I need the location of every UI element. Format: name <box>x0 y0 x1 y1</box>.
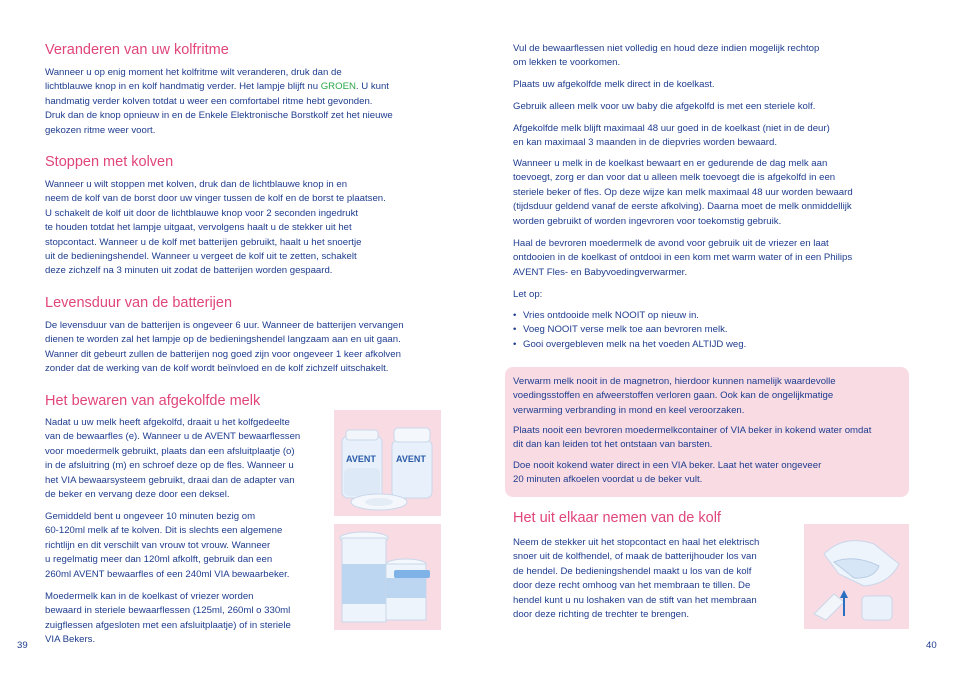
heading-bewaren: Het bewaren van afgekolfde melk <box>45 393 261 409</box>
text-line: Wanneer u melk in de koelkast bewaart en er gedurende de dag melk aan <box>513 158 828 169</box>
text-uit-elkaar <box>513 536 798 622</box>
bottle-brand-label: AVENT <box>396 454 426 464</box>
text-line: Druk dan de knop opnieuw in en de Enkele Elektronische Borstkolf zet het nieuwe <box>45 110 393 122</box>
text-line: gekozen ritme weer voort. <box>45 124 156 136</box>
text-line: VIA Bekers. <box>45 634 96 646</box>
bottles-illustration <box>334 410 441 516</box>
text-line: voedingsstoffen en afweerstoffen verloren gaan. Ook kan de ongelijkmatige <box>513 390 834 402</box>
text-line: zuigflessen afgesloten met een afsluitplaatje) of in steriele <box>45 619 291 631</box>
text-line: dit dan kan leiden tot het ontstaan van barsten. <box>513 439 713 451</box>
text-line: worden gebruikt of worden ingevroren voor toekomstig gebruik. <box>513 215 782 227</box>
list-item: • Gooi overgebleven melk na het voeden ALTIJD weg. <box>513 338 746 352</box>
text-right-para-2 <box>513 78 715 92</box>
text-line: snoer uit de kolfhendel, of maak de batterijhouder los van <box>513 551 757 563</box>
text-right-para-5 <box>513 157 853 229</box>
text-line: uit de bedieningshendel. Wanneer u vergeet de kolf uit te zetten, schakelt <box>45 251 357 263</box>
warning-para-3 <box>513 459 821 488</box>
text-line: Plaats uw afgekolfde melk direct in de koelkast. <box>513 79 715 90</box>
text-line: Afgekolfde melk blijft maximaal 48 uur goed in de koelkast (niet in de deur) <box>513 123 830 134</box>
text-line: De levensduur van de batterijen is ongeveer 6 uur. Wanneer de batterijen vervangen <box>45 320 404 331</box>
text-line: door deze richting de trechter te brengen. <box>513 609 689 621</box>
text-line: Gemiddeld bent u ongeveer 10 minuten bezig om <box>45 511 256 522</box>
text-line: te houden totdat het lampje uitgaat, vervolgens haalt u de stekker uit het <box>45 222 352 234</box>
text-line: ontdooien in de koelkast of ontdooi in een kom met warm water of in een Philips <box>513 252 853 264</box>
text-bewaren-1 <box>45 416 330 502</box>
bottles-image <box>334 410 441 516</box>
text-line: (tijdsduur geldend vanaf de eerste afkolving). Daarna moet de melk onmiddellijk <box>513 201 852 213</box>
text-line: Wanner dit gebeurt zullen de batterijen nog goed zijn voor ongeveer 1 keer afkolven <box>45 348 401 360</box>
text-line: Let op: <box>513 289 543 300</box>
cups-illustration <box>334 524 441 630</box>
text-line: het VIA bewaarsysteem gebruikt, draai dan de adapter van <box>45 474 295 486</box>
text-kolfritme <box>45 66 445 138</box>
bullet-list <box>513 309 746 352</box>
cups-image <box>334 524 441 630</box>
text-span: lichtblauwe knop in en kolf handmatig verder. Het lampje blijft nu <box>45 81 321 93</box>
text-line: Wanneer u wilt stoppen met kolven, druk dan de lichtblauwe knop in en <box>45 179 348 190</box>
warning-para-2 <box>513 424 871 453</box>
text-line: de hendel. De bedieningshendel maakt u los van de kolf <box>513 565 752 577</box>
text-line: Plaats nooit een bevroren moedermelkcontainer of VIA beker in kokend water omdat <box>513 425 872 436</box>
text-let-op <box>513 288 542 302</box>
text-bewaren-3 <box>45 590 330 648</box>
text-right-para-4 <box>513 122 830 151</box>
text-line: Gebruik alleen melk voor uw baby die afgekolfd is met een steriele kolf. <box>513 101 816 112</box>
list-item: • Vries ontdooide melk NOOIT op nieuw in. <box>513 309 746 323</box>
text-line: handmatig verder kolven totdat u weer een comfortabel ritme hebt gevonden. <box>45 95 373 107</box>
text-line: verwarming verbranding in mond en keel veroorzaken. <box>513 404 745 416</box>
page-number-left: 39 <box>17 640 28 651</box>
text-line: Verwarm melk nooit in de magnetron, hierdoor kunnen namelijk waardevolle <box>513 376 836 387</box>
text-line: AVENT Fles- en Babyvoedingverwarmer. <box>513 266 688 278</box>
page-number-right: 40 <box>926 640 937 651</box>
text-line: U schakelt de kolf uit door de lichtblauwe knop voor 2 seconden ingedrukt <box>45 207 359 219</box>
heading-uit-elkaar: Het uit elkaar nemen van de kolf <box>513 510 721 526</box>
text-line: 260ml AVENT bewaarfles of een 240ml VIA bewaarbeker. <box>45 568 290 580</box>
text-line: 60-120ml melk af te kolven. Dit is slechts een algemene <box>45 525 283 537</box>
text-line: van de bewaarfles (e). Wanneer u de AVENT bewaarflessen <box>45 431 301 443</box>
text-batterijen <box>45 319 445 377</box>
text-line <box>45 80 445 94</box>
text-right-para-3 <box>513 100 815 114</box>
text-line: 20 minuten afkoelen voordat u de beker vult. <box>513 474 703 486</box>
text-line: u regelmatig meer dan 120ml afkolft, gebruik dan een <box>45 554 273 566</box>
warning-box <box>505 367 909 497</box>
text-line: bewaard in steriele bewaarflessen (125ml, 260ml o 330ml <box>45 605 291 617</box>
text-line: richtlijn en dit verschilt van vrouw tot vrouw. Wanneer <box>45 539 271 551</box>
text-line: Moedermelk kan in de koelkast of vriezer worden <box>45 591 254 602</box>
text-line: zonder dat de werking van de kolf wordt beïnvloed en de kolf zichzelf uitschakelt. <box>45 363 389 375</box>
heading-kolfritme: Veranderen van uw kolfritme <box>45 42 229 58</box>
text-line: de beker en vervang deze door een deksel. <box>45 489 230 501</box>
text-line: voor moedermelk gebruikt, plaats dan een afsluitplaatje (o) <box>45 445 295 457</box>
bottle-brand-label: AVENT <box>346 454 376 464</box>
text-line: en kan maximaal 3 maanden in de diepvries worden bewaard. <box>513 137 777 149</box>
text-line: hendel kunt u nu loshaken van de stift van het membraan <box>513 594 757 606</box>
text-line: door deze recht omhoog van het membraan te tillen. De <box>513 580 751 592</box>
text-line: in de afsluitring (m) en schroef deze op de fles. Wanneer u <box>45 460 294 472</box>
text-line: Wanneer u op enig moment het kolfritme wilt veranderen, druk dan de <box>45 67 342 78</box>
text-line: deze zichzelf na 3 minuten uit zodat de batterijen worden gespaard. <box>45 265 333 277</box>
text-line: om lekken te voorkomen. <box>513 57 621 69</box>
heading-batterijen: Levensduur van de batterijen <box>45 295 233 311</box>
text-right-para-6 <box>513 237 852 280</box>
text-line: toevoegt, zorg er dan voor dat u alleen melk toevoegt die is afgekolfd in een <box>513 172 836 184</box>
text-line: neem de kolf van de borst door uw vinger tussen de kolf en de borst te plaatsen. <box>45 193 386 205</box>
pump-illustration <box>804 524 909 629</box>
text-line: stopcontact. Wanneer u de kolf met batterijen gebruikt, haalt u het snoertje <box>45 236 362 248</box>
text-line: steriele beker of fles. Op deze wijze kan melk maximaal 48 uur worden bewaard <box>513 186 853 198</box>
green-indicator-text: GROEN <box>320 81 356 93</box>
text-line: Doe nooit kokend water direct in een VIA beker. Laat het water ongeveer <box>513 460 822 471</box>
text-line: dienen te worden zal het lampje op de bedieningshendel langzaam aan en uit gaan. <box>45 334 401 346</box>
text-bewaren-2 <box>45 510 330 582</box>
text-span: . U kunt <box>355 81 389 93</box>
text-line: Vul de bewaarflessen niet volledig en houd deze indien mogelijk rechtop <box>513 43 820 54</box>
text-stoppen <box>45 178 445 279</box>
text-right-para-1 <box>513 42 819 71</box>
heading-stoppen: Stoppen met kolven <box>45 154 174 170</box>
text-line: Neem de stekker uit het stopcontact en haal het elektrisch <box>513 537 760 548</box>
text-line: Haal de bevroren moedermelk de avond voor gebruik uit de vriezer en laat <box>513 238 829 249</box>
warning-para-1 <box>513 375 836 418</box>
pump-image <box>804 524 909 629</box>
section-uit-elkaar <box>513 510 798 621</box>
list-item: • Voeg NOOIT verse melk toe aan bevroren melk. <box>513 323 746 337</box>
text-line: Nadat u uw melk heeft afgekolfd, draait u het kolfgedeelte <box>45 417 290 428</box>
